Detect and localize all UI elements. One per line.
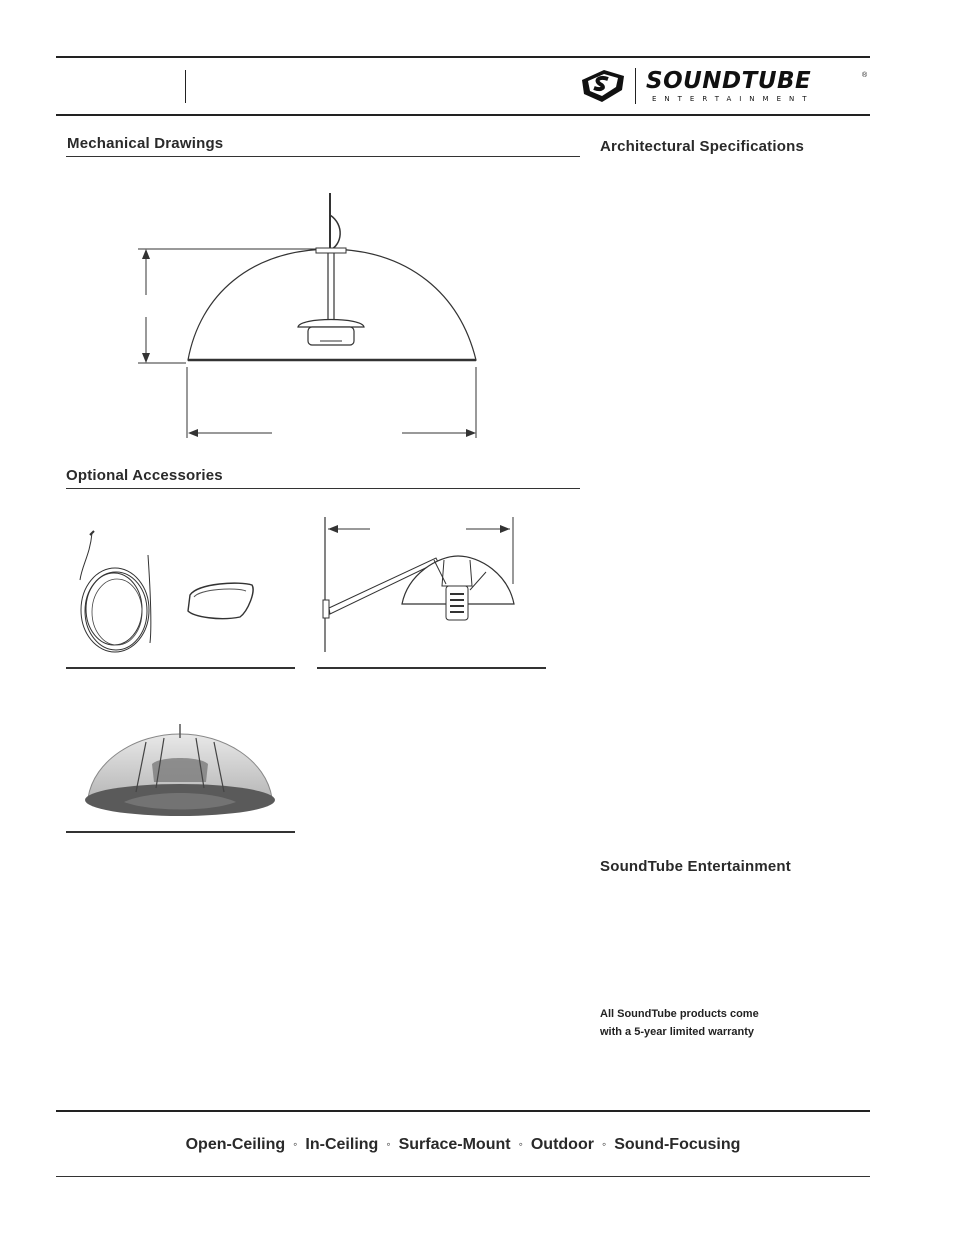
- wall-mount-bracket-image: [318, 512, 533, 657]
- accessory-1-rule: [66, 667, 295, 669]
- company-title: SoundTube Entertainment: [600, 858, 791, 875]
- mechanical-drawings-rule: [66, 156, 580, 157]
- footer-top-rule: [56, 1110, 870, 1112]
- footer-separator: ◦: [518, 1137, 523, 1151]
- header-top-rule: [56, 56, 870, 58]
- dome-speaker-drawing: [130, 185, 500, 450]
- accessory-2-rule: [317, 667, 546, 669]
- footer-item-outdoor: Outdoor: [530, 1136, 594, 1153]
- header-bottom-rule: [56, 114, 870, 116]
- accessory-3-rule: [66, 831, 295, 833]
- soundtube-logo-icon: [578, 66, 628, 106]
- brand-name: SOUNDTUBE: [646, 68, 812, 94]
- architectural-specifications-title: Architectural Specifications: [600, 138, 804, 155]
- footer-item-open-ceiling: Open-Ceiling: [185, 1136, 286, 1153]
- warranty-line-1: All SoundTube products come: [600, 1008, 759, 1020]
- footer-item-surface-mount: Surface-Mount: [398, 1136, 511, 1153]
- footer-bottom-rule: [56, 1176, 870, 1177]
- mechanical-drawings-title: Mechanical Drawings: [67, 135, 224, 152]
- footer-item-sound-focusing: Sound-Focusing: [614, 1136, 741, 1153]
- registered-mark: ®: [862, 72, 868, 79]
- footer-separator: ◦: [293, 1137, 298, 1151]
- optional-accessories-rule: [66, 488, 580, 489]
- warranty-note: [600, 1005, 759, 1041]
- cable-kit-image: [70, 525, 270, 660]
- optional-accessories-title: Optional Accessories: [66, 467, 223, 484]
- footer-separator: ◦: [386, 1137, 391, 1151]
- logo-divider: [635, 68, 636, 104]
- footer-product-lines: [56, 1136, 870, 1154]
- footer-separator: ◦: [601, 1137, 607, 1151]
- printed-dome-image: [80, 722, 280, 820]
- warranty-line-2: with a 5-year limited warranty: [600, 1026, 755, 1038]
- brand-sub: ENTERTAINMENT: [652, 95, 815, 103]
- footer-item-in-ceiling: In-Ceiling: [305, 1136, 379, 1153]
- header-divider: [185, 70, 186, 103]
